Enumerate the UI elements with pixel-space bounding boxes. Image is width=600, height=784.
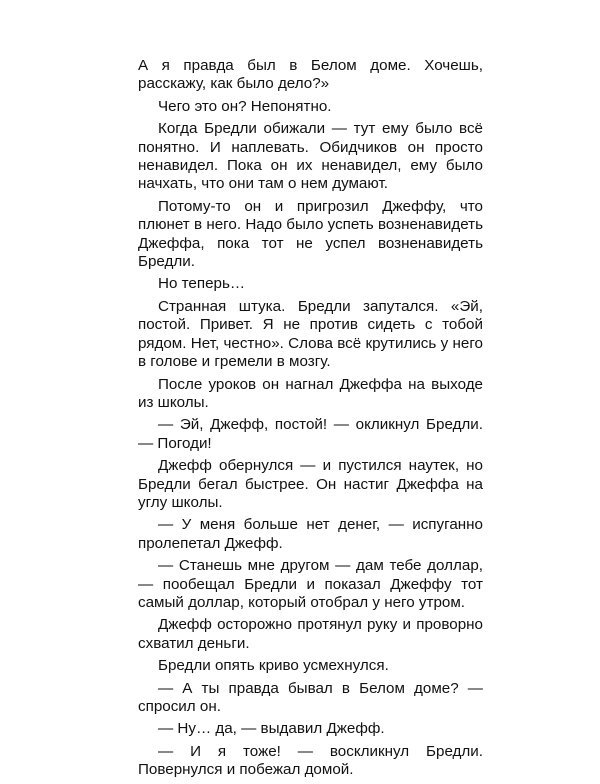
paragraph: А я правда был в Белом доме. Хочешь, расскажу, как было дело?»	[138, 57, 483, 93]
paragraph: — Эй, Джефф, постой! — окликнул Бредли. — Погоди!	[138, 416, 483, 452]
page-text	[138, 57, 483, 784]
paragraph: Чего это он? Непонятно.	[158, 97, 332, 115]
paragraph: Когда Бредли обижали — тут ему было всё понятно. И наплевать. Обидчиков он просто ненавидел. Пока он их ненавидел, ему было начхать, что они там о нем думают.	[138, 120, 483, 193]
paragraph: Джефф обернулся — и пустился наутек, но Бредли бегал быстрее. Он настиг Джеффа на углу школы.	[138, 457, 483, 511]
paragraph: — И я тоже! — воскликнул Бредли. Повернулся и побежал домой.	[138, 742, 483, 779]
paragraph: Потому-то он и пригрозил Джеффу, что плюнет в него. Надо было успеть возненавидеть Джеффа, пока тот не успел возненавидеть Бредли.	[138, 197, 483, 271]
paragraph: — У меня больше нет денег, — испуганно пролепетал Джефф.	[138, 516, 483, 552]
paragraph: — Станешь мне другом — дам тебе доллар, — пообещал Бредли и показал Джеффу тот самый доллар, который отобрал у него утром.	[138, 557, 483, 611]
paragraph: — Ну… да, — выдавил Джефф.	[158, 720, 385, 738]
paragraph: Странная штука. Бредли запутался. «Эй, постой. Привет. Я не против сидеть с тобой рядом. Нет, честно». Слова всё крутились у него в голове и гремели в мозгу.	[138, 297, 483, 371]
paragraph: Но теперь…	[158, 275, 246, 293]
paragraph: Джефф осторожно протянул руку и проворно схватил деньги.	[138, 616, 483, 652]
paragraph: — А ты правда бывал в Белом доме? — спросил он.	[138, 679, 483, 715]
paragraph: После уроков он нагнал Джеффа на выходе из школы.	[138, 375, 483, 411]
paragraph: Бредли опять криво усмехнулся.	[158, 657, 389, 675]
